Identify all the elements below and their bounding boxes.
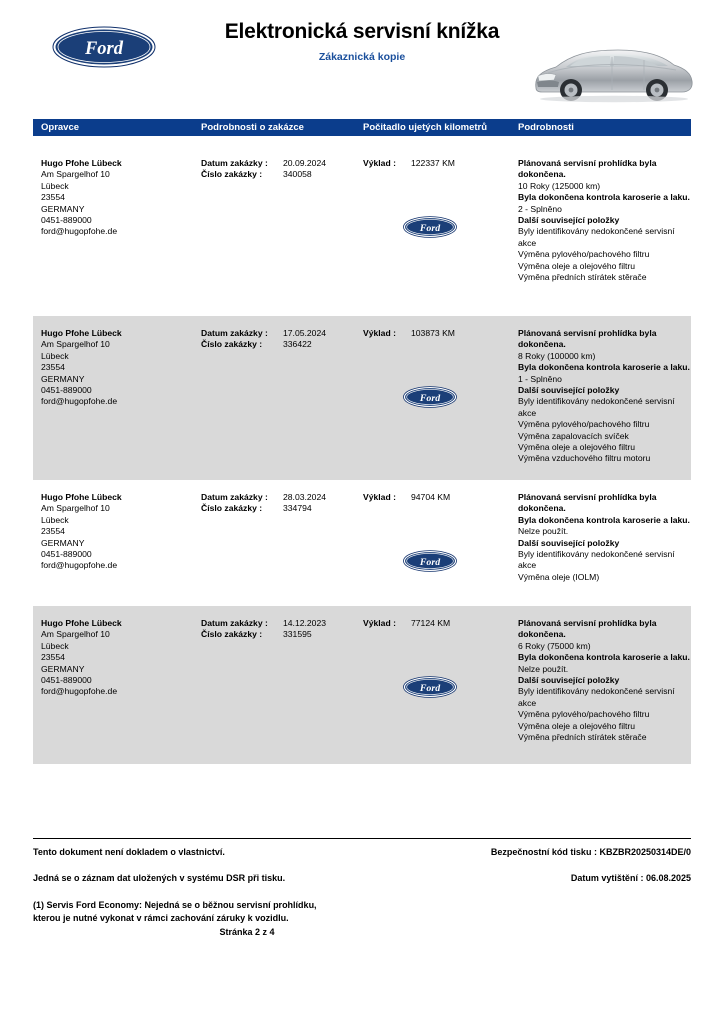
- detail-line: 10 Roky (125000 km): [518, 180, 601, 191]
- repairer-country: GERMANY: [41, 203, 85, 214]
- column-header-repairer: Opravce: [41, 122, 80, 133]
- economy-service-note: [33, 899, 691, 925]
- order-number-label: Číslo zakázky :: [201, 629, 263, 640]
- repairer-email: ford@hugopfohe.de: [41, 396, 118, 407]
- odometer-value: 122337 KM: [411, 158, 455, 168]
- detail-line: Byly identifikovány nedokončené servisní akce: [518, 396, 675, 418]
- table-row: [33, 480, 691, 606]
- security-code-label: Bezpečnostní kód tisku :: [490, 847, 597, 857]
- service-history-table: [33, 146, 691, 764]
- detail-line: Další související položky: [518, 675, 620, 686]
- repairer-street: Am Spargelhof 10: [41, 503, 110, 514]
- detail-line: Výměna zapalovacích svíček: [518, 430, 629, 441]
- details-cell: [518, 158, 690, 283]
- order-date-value: 14.12.2023: [283, 618, 327, 628]
- dsr-note: Jedná se o záznam dat uložených v systému DSR při tisku.: [33, 873, 286, 883]
- repairer-country: GERMANY: [41, 373, 85, 384]
- repairer-country: GERMANY: [41, 663, 85, 674]
- table-row: [33, 316, 691, 480]
- odometer-label: Výklad :: [363, 328, 396, 338]
- detail-line: 6 Roky (75000 km): [518, 640, 591, 651]
- details-cell: [518, 618, 690, 743]
- detail-line: Plánovaná servisní prohlídka byla dokončena.: [518, 158, 657, 180]
- odometer-value: 103873 KM: [411, 328, 455, 338]
- order-date-label: Datum zakázky :: [201, 158, 268, 168]
- detail-line: Výměna vzduchového filtru motoru: [518, 453, 651, 464]
- detail-line: Výměna oleje a olejového filtru: [518, 442, 636, 453]
- svg-text:Ford: Ford: [419, 682, 441, 694]
- order-date-value: 20.09.2024: [283, 158, 327, 168]
- order-number-value: 331595: [283, 629, 312, 640]
- repairer-postcode: 23554: [41, 652, 65, 663]
- order-date-label: Datum zakázky :: [201, 492, 268, 502]
- repairer-city: Lübeck: [41, 180, 69, 191]
- order-date-field: [201, 492, 366, 503]
- economy-note-line2: kterou je nutné vykonat v rámci zachování záruky k vozidlu.: [33, 913, 289, 923]
- repairer-cell: [41, 492, 201, 572]
- security-code-value: KBZBR20250314DE/0: [599, 847, 691, 857]
- svg-text:Ford: Ford: [419, 222, 441, 234]
- detail-line: 2 - Splněno: [518, 203, 562, 214]
- repairer-postcode: 23554: [41, 362, 65, 373]
- page-title: Elektronická servisní knížka: [224, 20, 500, 43]
- ford-oval-logo-icon: [403, 550, 457, 572]
- detail-line: Výměna pylového/pachového filtru: [518, 419, 650, 430]
- security-code-field: [491, 847, 691, 857]
- table-row: [33, 606, 691, 764]
- odometer-cell: [363, 158, 513, 169]
- ford-oval-logo-icon: [403, 216, 457, 238]
- odometer-cell: [363, 492, 513, 503]
- repairer-street: Am Spargelhof 10: [41, 169, 110, 180]
- repairer-email: ford@hugopfohe.de: [41, 560, 118, 571]
- odometer-label: Výklad :: [363, 158, 396, 168]
- footer-divider: [33, 838, 691, 839]
- repairer-name: Hugo Pfohe Lübeck: [41, 618, 122, 628]
- document-footer: [33, 838, 691, 937]
- order-number-value: 336422: [283, 339, 312, 350]
- print-date-label: Datum vytištění :: [570, 873, 644, 883]
- detail-line: Byla dokončena kontrola karoserie a laku.: [518, 514, 690, 525]
- order-number-label: Číslo zakázky :: [201, 169, 263, 180]
- svg-text:Ford: Ford: [419, 556, 441, 568]
- detail-line: 1 - Splněno: [518, 373, 562, 384]
- odometer-label: Výklad :: [363, 618, 396, 628]
- detail-line: Plánovaná servisní prohlídka byla dokončena.: [518, 328, 657, 350]
- footer-line-dsr: [33, 873, 691, 887]
- detail-line: Byly identifikovány nedokončené servisní akce: [518, 549, 675, 571]
- detail-line: Výměna pylového/pachového filtru: [518, 249, 650, 260]
- detail-line: 8 Roky (100000 km): [518, 350, 596, 361]
- repairer-street: Am Spargelhof 10: [41, 339, 110, 350]
- print-date-value: 06.08.2025: [645, 873, 691, 883]
- repairer-cell: [41, 158, 201, 238]
- detail-line: Plánovaná servisní prohlídka byla dokončena.: [518, 618, 657, 640]
- repairer-name: Hugo Pfohe Lübeck: [41, 328, 122, 338]
- column-header-order-details: Podrobnosti o zakázce: [201, 122, 304, 133]
- order-date-field: [201, 158, 366, 169]
- column-header-details: Podrobnosti: [518, 122, 574, 133]
- svg-text:Ford: Ford: [419, 392, 441, 404]
- detail-line: Výměna pylového/pachového filtru: [518, 709, 650, 720]
- economy-note-line1: (1) Servis Ford Economy: Nejedná se o běžnou servisní prohlídku,: [33, 900, 317, 910]
- repairer-postcode: 23554: [41, 526, 65, 537]
- document-header: [0, 0, 724, 112]
- order-date-field: [201, 618, 366, 629]
- odometer-value: 77124 KM: [411, 618, 451, 628]
- detail-line: Byla dokončena kontrola karoserie a laku.: [518, 362, 690, 373]
- detail-line: Byla dokončena kontrola karoserie a laku.: [518, 192, 690, 203]
- svg-text:Ford: Ford: [84, 39, 124, 59]
- order-date-label: Datum zakázky :: [201, 618, 268, 628]
- detail-line: Byly identifikovány nedokončené servisní akce: [518, 226, 675, 248]
- detail-line: Výměna oleje (IOLM): [518, 571, 600, 582]
- detail-line: Další související položky: [518, 385, 620, 396]
- ford-oval-logo-icon: [403, 386, 457, 408]
- order-date-field: [201, 328, 366, 339]
- detail-line: Výměna předních stírátek stěrače: [518, 272, 647, 283]
- repairer-phone: 0451-889000: [41, 385, 92, 396]
- repairer-country: GERMANY: [41, 537, 85, 548]
- order-number-label: Číslo zakázky :: [201, 339, 263, 350]
- vehicle-photo-icon: [526, 40, 698, 106]
- repairer-email: ford@hugopfohe.de: [41, 686, 118, 697]
- page-indicator: Stránka 2 z 4: [219, 927, 275, 937]
- repairer-street: Am Spargelhof 10: [41, 629, 110, 640]
- order-number-field: [201, 503, 366, 514]
- detail-line: Plánovaná servisní prohlídka byla dokončena.: [518, 492, 657, 514]
- detail-line: Výměna oleje a olejového filtru: [518, 720, 636, 731]
- footer-line-ownership: [33, 847, 691, 861]
- odometer-label: Výklad :: [363, 492, 396, 502]
- odometer-cell: [363, 328, 513, 339]
- ownership-disclaimer: Tento dokument není dokladem o vlastnictví.: [33, 847, 225, 857]
- order-number-field: [201, 629, 366, 640]
- repairer-city: Lübeck: [41, 640, 69, 651]
- order-number-field: [201, 339, 366, 350]
- repairer-postcode: 23554: [41, 192, 65, 203]
- detail-line: Výměna předních stírátek stěrače: [518, 732, 647, 743]
- repairer-cell: [41, 328, 201, 408]
- order-number-value: 340058: [283, 169, 312, 180]
- detail-line: Nelze použít.: [518, 526, 569, 537]
- repairer-phone: 0451-889000: [41, 215, 92, 226]
- repairer-cell: [41, 618, 201, 698]
- page-subtitle: Zákaznická kopie: [318, 51, 406, 63]
- table-row: [33, 146, 691, 316]
- repairer-name: Hugo Pfohe Lübeck: [41, 492, 122, 502]
- repairer-name: Hugo Pfohe Lübeck: [41, 158, 122, 168]
- order-date-value: 28.03.2024: [283, 492, 327, 502]
- repairer-city: Lübeck: [41, 350, 69, 361]
- details-cell: [518, 492, 690, 583]
- order-date-value: 17.05.2024: [283, 328, 327, 338]
- detail-line: Byla dokončena kontrola karoserie a laku.: [518, 652, 690, 663]
- detail-line: Výměna oleje a olejového filtru: [518, 260, 636, 271]
- print-date-field: [571, 873, 691, 883]
- odometer-cell: [363, 618, 513, 629]
- table-header-bar: [33, 119, 691, 136]
- repairer-email: ford@hugopfohe.de: [41, 226, 118, 237]
- detail-line: Další související položky: [518, 215, 620, 226]
- order-number-value: 334794: [283, 503, 312, 514]
- details-cell: [518, 328, 690, 465]
- ford-oval-logo-icon: [403, 676, 457, 698]
- repairer-phone: 0451-889000: [41, 675, 92, 686]
- order-number-field: [201, 169, 366, 180]
- detail-line: Nelze použít.: [518, 663, 569, 674]
- column-header-odometer: Počitadlo ujetých kilometrů: [363, 122, 488, 133]
- detail-line: Další související položky: [518, 537, 620, 548]
- repairer-phone: 0451-889000: [41, 549, 92, 560]
- odometer-value: 94704 KM: [411, 492, 451, 502]
- detail-line: Byly identifikovány nedokončené servisní akce: [518, 686, 675, 708]
- order-date-label: Datum zakázky :: [201, 328, 268, 338]
- repairer-city: Lübeck: [41, 514, 69, 525]
- order-number-label: Číslo zakázky :: [201, 503, 263, 514]
